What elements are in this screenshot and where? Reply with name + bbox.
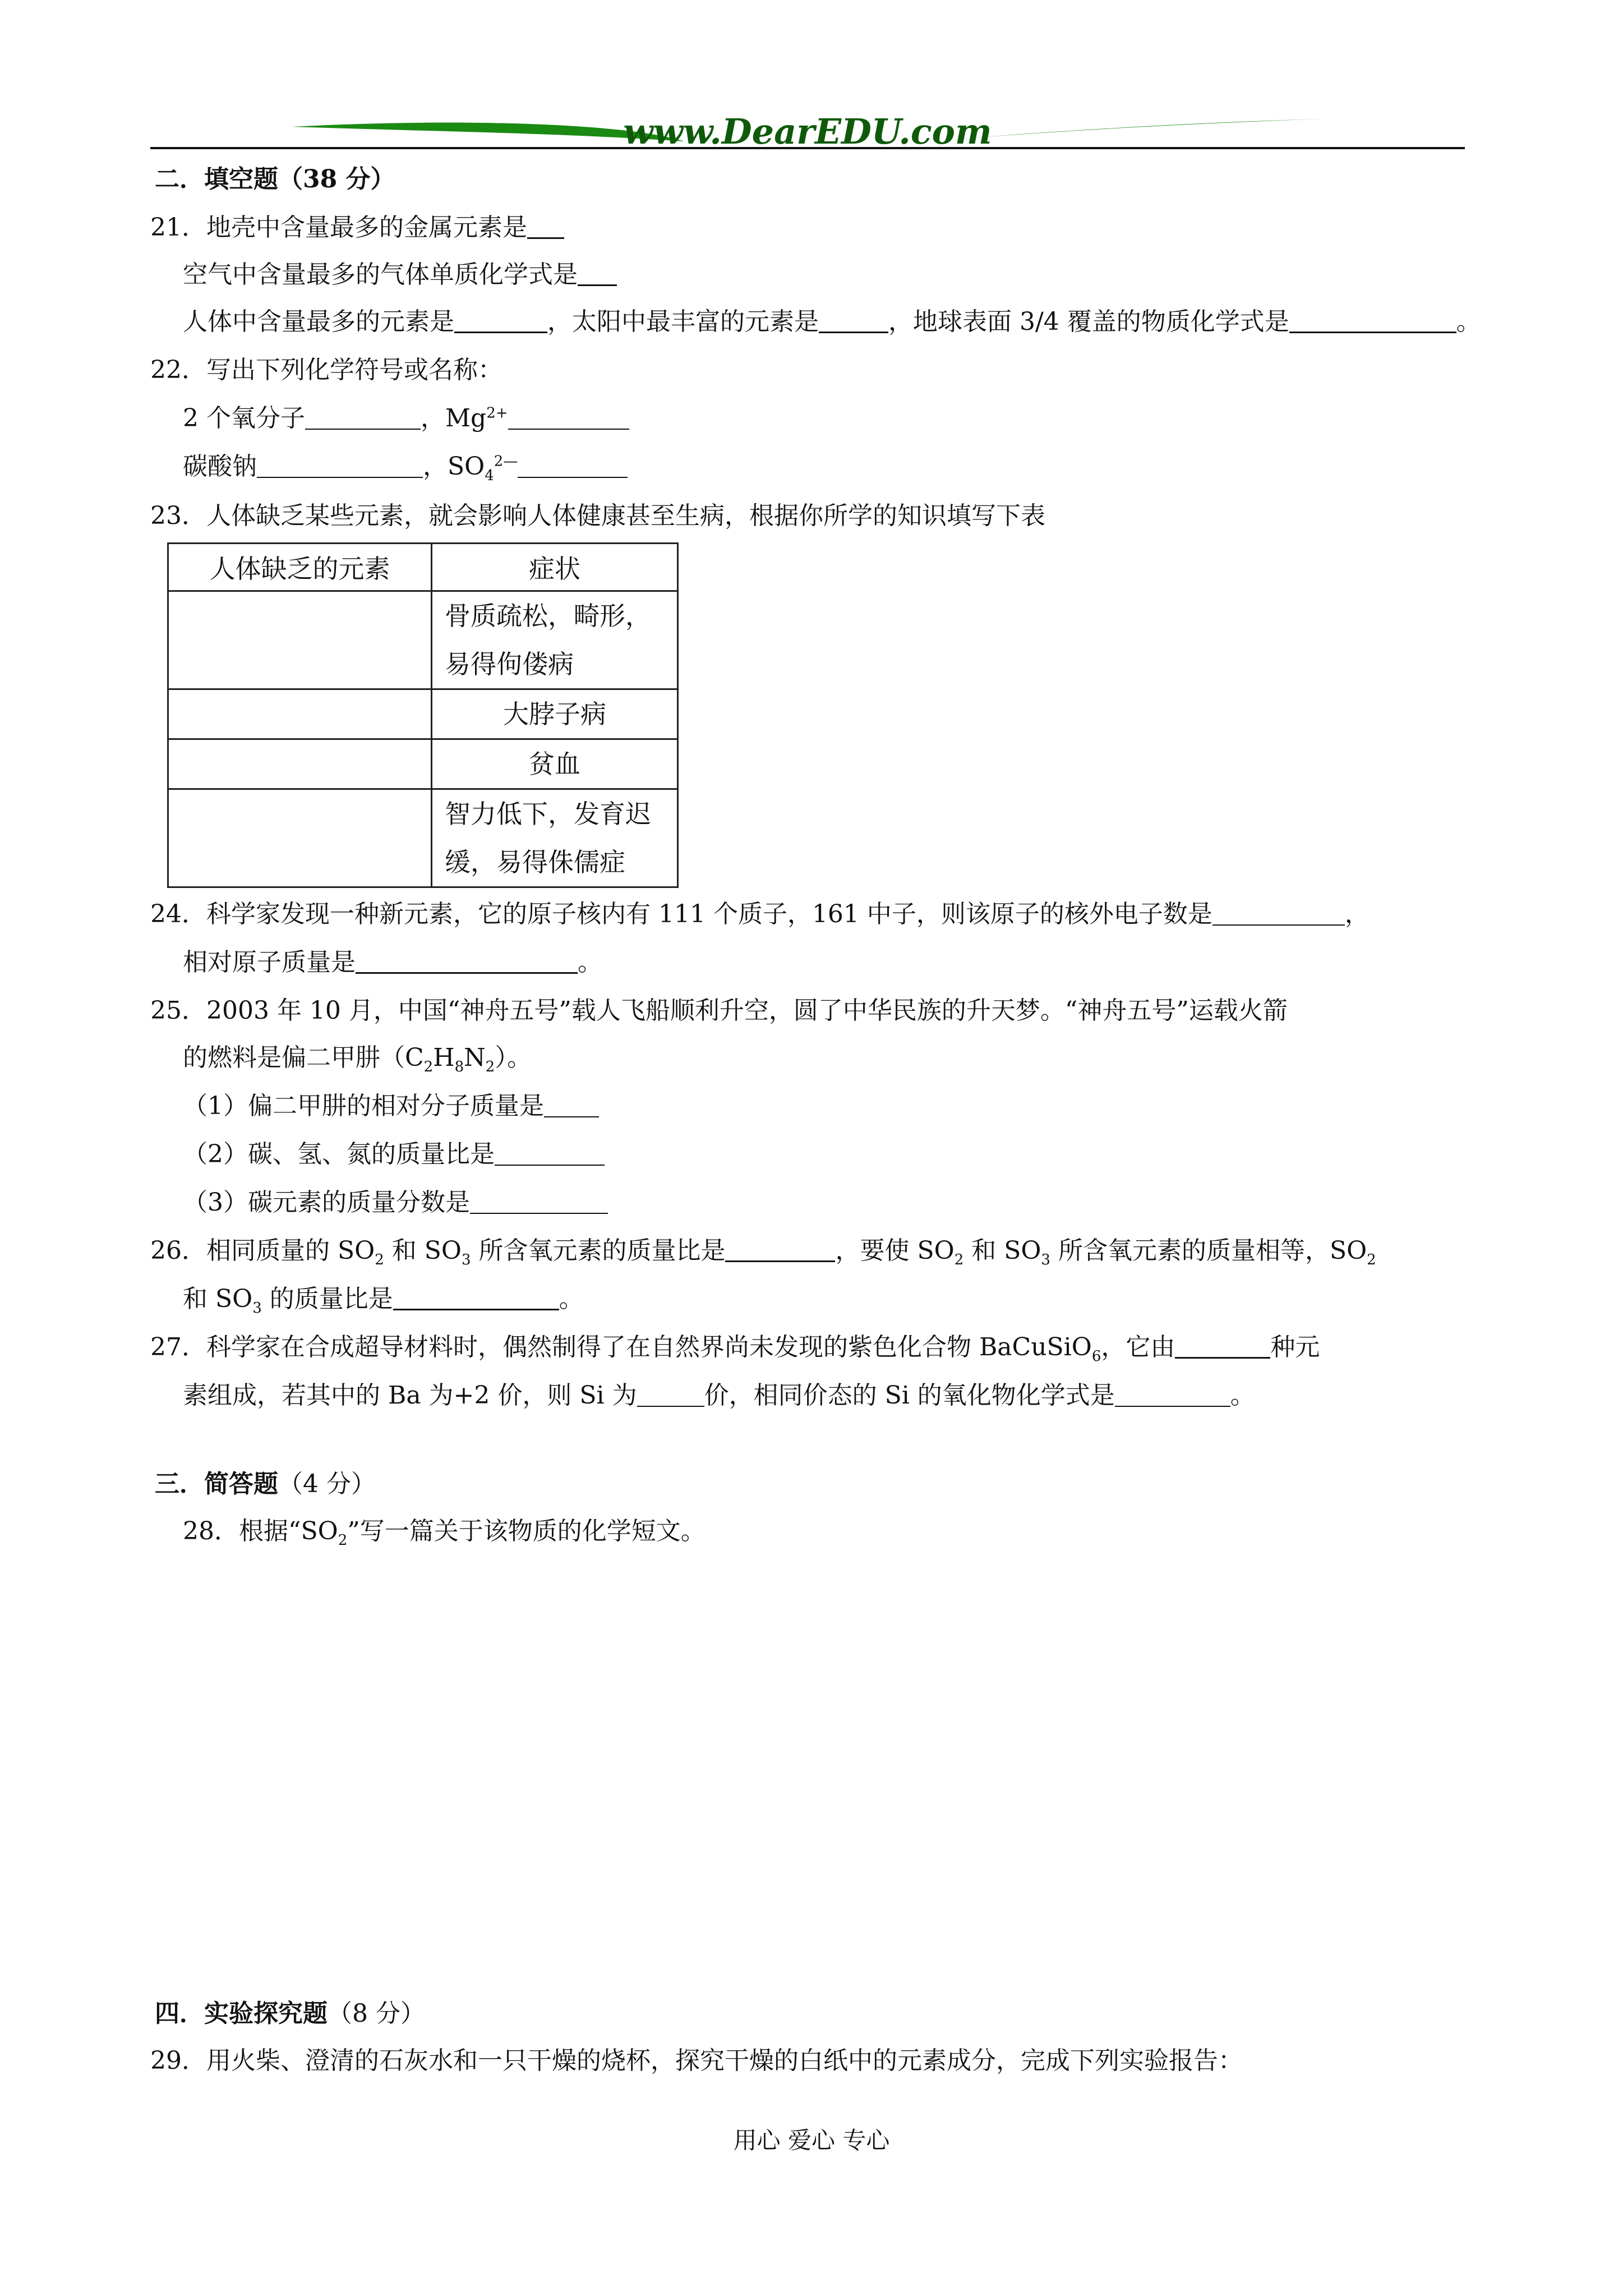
question-21-text-3a: 人体中含量最多的元素是: [183, 307, 454, 336]
table-row: [168, 789, 678, 887]
question-26-text: 所含氧元素的质量比是: [471, 1236, 726, 1265]
question-22-text-a2: ，Mg: [420, 404, 487, 432]
question-23-line-1: 23．人体缺乏某些元素，就会影响人体健康甚至生病，根据你所学的知识填写下表: [150, 501, 1045, 530]
table-cell-symptom: [432, 591, 678, 689]
site-banner-logo: [292, 107, 1324, 151]
question-27-line-2: [183, 1379, 1255, 1412]
question-27-text: ，它由: [1101, 1333, 1175, 1361]
question-26-text: ，要使 SO: [835, 1236, 955, 1265]
question-21-line-2: [183, 258, 617, 292]
section-3-title: [155, 1467, 376, 1501]
question-24-text-2: 相对原子质量是: [183, 948, 356, 977]
question-26-line-1: [150, 1234, 1376, 1268]
deficiency-table: [167, 542, 679, 888]
question-22-line-2: [183, 402, 629, 435]
answer-blank[interactable]: [578, 260, 617, 286]
question-22-line-3: [183, 450, 628, 484]
question-28-line: [183, 1515, 706, 1548]
question-28-text: ”写一篇关于该物质的化学短文。: [347, 1517, 706, 1545]
answer-blank[interactable]: [305, 404, 421, 430]
question-26-line-2: [183, 1282, 584, 1316]
question-24-line-2: [183, 946, 602, 979]
answer-blank[interactable]: [1289, 307, 1456, 333]
section-2-title: 二．填空题（38 分）: [155, 165, 395, 194]
subscript: 2: [1367, 1251, 1376, 1268]
subscript: 4: [485, 467, 494, 484]
question-25-line-2: [183, 1041, 532, 1075]
subscript: 3: [461, 1251, 471, 1268]
question-25-part-1: [183, 1089, 599, 1123]
answer-blank[interactable]: [819, 307, 888, 333]
banner-site-name: www.DearEDU.com: [623, 111, 992, 151]
symptom-text: 智力低下，发育迟: [445, 799, 651, 829]
question-25-part-text: （3）碳元素的质量分数是: [183, 1188, 470, 1217]
table-cell-element-blank[interactable]: [168, 689, 432, 739]
subscript: 2: [954, 1251, 964, 1268]
section-3-title-score: （4 分）: [278, 1470, 376, 1498]
table-row: [168, 739, 678, 789]
answer-blank[interactable]: [470, 1188, 608, 1214]
answer-blank[interactable]: [257, 452, 423, 478]
question-26-text: 和 SO: [183, 1285, 253, 1313]
answer-blank[interactable]: [454, 307, 547, 333]
punctuation: 。: [1230, 1381, 1255, 1410]
question-27-text: 27．科学家在合成超导材料时，偶然制得了在自然界尚未发现的紫色化合物 BaCuSiO: [150, 1333, 1092, 1361]
page-footer: 用心 爱心 专心: [733, 2127, 890, 2154]
answer-blank[interactable]: [508, 404, 629, 430]
symptom-text: 骨质疏松，畸形，: [445, 601, 651, 631]
question-28-text: 28．根据“SO: [183, 1517, 338, 1545]
question-24-line-1: [150, 898, 1370, 931]
answer-blank[interactable]: [527, 213, 564, 239]
question-26-text: 和 SO: [384, 1236, 462, 1265]
table-cell-element-blank[interactable]: [168, 789, 432, 887]
table-cell-symptom: 大脖子病: [432, 689, 678, 739]
question-27-text: 种元: [1270, 1333, 1320, 1361]
question-22-text-a1: 2 个氧分子: [183, 404, 305, 432]
question-25-text: N: [464, 1043, 486, 1072]
question-25-part-3: [183, 1186, 608, 1220]
answer-blank[interactable]: [1175, 1332, 1270, 1359]
question-21-text-1: 21．地壳中含量最多的金属元素是: [150, 213, 527, 242]
question-27-line-1: [150, 1331, 1320, 1364]
question-26-text: 26．相同质量的 SO: [150, 1236, 375, 1265]
section-4-title-bold: 四．实验探究题: [155, 1999, 328, 2028]
subscript: 2: [375, 1251, 384, 1268]
table-cell-element-blank[interactable]: [168, 591, 432, 689]
subscript: 2: [485, 1058, 495, 1075]
question-21-line-3: [183, 305, 1481, 339]
question-25-text: 的燃料是偏二甲肼（C: [183, 1043, 424, 1072]
answer-blank[interactable]: [1115, 1381, 1230, 1407]
table-header-element: 人体缺乏的元素: [168, 544, 432, 591]
question-21-text-3d: 。: [1456, 307, 1481, 336]
question-22-text-b1: 碳酸钠: [183, 452, 257, 481]
subscript: 3: [1041, 1251, 1050, 1268]
section-3-title-bold: 三．简答题: [155, 1470, 278, 1498]
answer-blank[interactable]: [518, 452, 628, 478]
charge-superscript: 2+: [486, 404, 508, 422]
question-22-line-1: 22．写出下列化学符号或名称：: [150, 356, 502, 384]
question-21-text-3b: ，太阳中最丰富的元素是: [547, 307, 819, 336]
table-header-row: [168, 544, 678, 591]
punctuation: 。: [578, 948, 602, 977]
question-27-text: 素组成，若其中的 Ba 为+2 价，则 Si 为: [183, 1381, 637, 1410]
question-26-text: 和 SO: [963, 1236, 1041, 1265]
question-25-line-1: 25．2003 年 10 月，中国“神舟五号”载人飞船顺利升空，圆了中华民族的升天梦。“神舟五号”运载火箭: [150, 996, 1288, 1025]
table-row: [168, 689, 678, 739]
subscript: 6: [1091, 1347, 1101, 1365]
section-4-title: [155, 1997, 425, 2031]
punctuation: ，: [1344, 900, 1370, 928]
question-25-text: ）。: [495, 1043, 532, 1072]
answer-blank[interactable]: [495, 1140, 605, 1166]
subscript: 2: [338, 1531, 348, 1549]
question-25-part-2: [183, 1138, 605, 1171]
punctuation: 。: [559, 1285, 584, 1313]
answer-blank[interactable]: [393, 1284, 559, 1310]
answer-blank[interactable]: [356, 947, 578, 974]
table-cell-element-blank[interactable]: [168, 739, 432, 789]
question-27-text: 价，相同价态的 Si 的氧化物化学式是: [704, 1381, 1115, 1410]
question-24-text-1: 24．科学家发现一种新元素，它的原子核内有 111 个质子，161 中子，则该原子的核外电子数是: [150, 900, 1212, 928]
question-25-part-text: （2）碳、氢、氮的质量比是: [183, 1140, 495, 1168]
subscript: 8: [454, 1058, 464, 1075]
table-row: [168, 591, 678, 689]
table-header-symptom: 症状: [432, 544, 678, 591]
subscript: 2: [423, 1058, 434, 1075]
question-26-text: 的质量比是: [261, 1285, 393, 1313]
question-25-text: H: [433, 1043, 455, 1072]
answer-blank[interactable]: [637, 1381, 704, 1407]
question-21-line-1: [150, 211, 564, 245]
charge-superscript: 2—: [494, 453, 518, 470]
answer-blank[interactable]: [1212, 900, 1345, 926]
table-cell-symptom: [432, 789, 678, 887]
question-22-text-b2: ，SO: [423, 452, 485, 481]
answer-blank[interactable]: [544, 1092, 599, 1117]
question-25-part-text: （1）偏二甲肼的相对分子质量是: [183, 1092, 544, 1120]
header-rule: [150, 147, 1465, 149]
symptom-text: 缓，易得侏儒症: [445, 847, 625, 877]
table-cell-symptom: 贫血: [432, 739, 678, 789]
question-29-line: 29．用火柴、澄清的石灰水和一只干燥的烧杯，探究干燥的白纸中的元素成分，完成下列实验报告：: [150, 2046, 1243, 2075]
question-26-text: 所含氧元素的质量相等，SO: [1050, 1236, 1367, 1265]
question-21-text-2: 空气中含量最多的气体单质化学式是: [183, 260, 578, 289]
section-4-title-score: （8 分）: [328, 1999, 425, 2028]
answer-blank[interactable]: [725, 1236, 835, 1262]
subscript: 3: [252, 1299, 262, 1317]
question-21-text-3c: ，地球表面 3/4 覆盖的物质化学式是: [888, 307, 1289, 336]
symptom-text: 易得佝偻病: [445, 649, 574, 679]
